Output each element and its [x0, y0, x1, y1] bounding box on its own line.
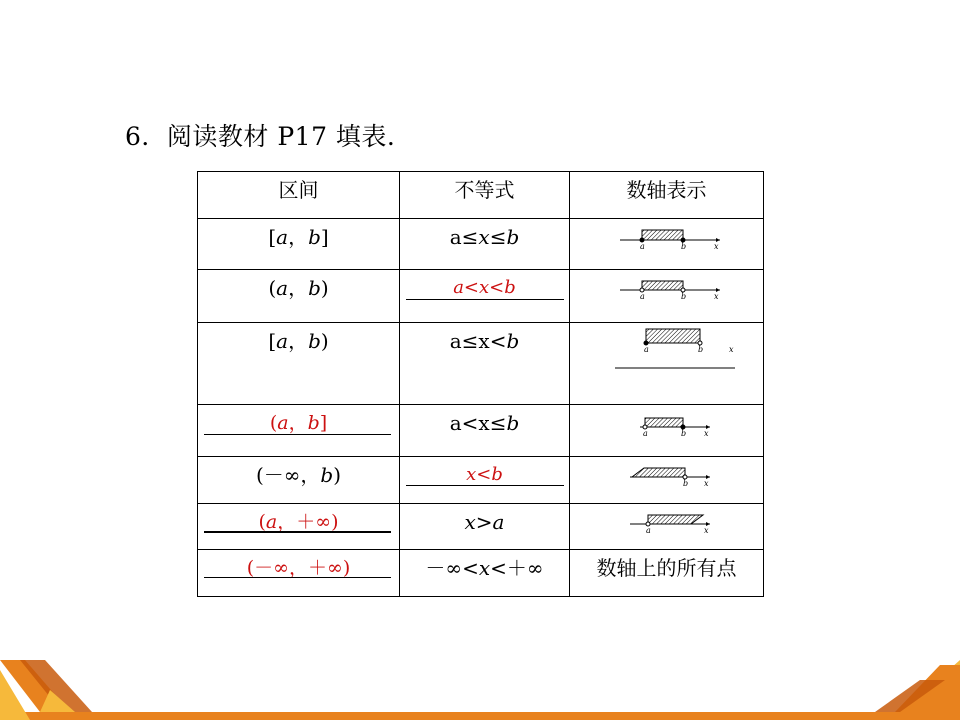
- interval-table: [197, 171, 764, 597]
- math-token: x: [478, 329, 490, 353]
- number-line-diagram: [570, 323, 763, 403]
- interval-cell: [198, 457, 400, 504]
- label-x: x: [714, 242, 719, 251]
- math-token: b: [506, 225, 520, 249]
- inequality-cell: [400, 405, 570, 457]
- inequality-cell: [400, 323, 570, 405]
- inequality-cell: [400, 504, 570, 550]
- shaded-region: [645, 418, 683, 427]
- math-token: <: [461, 411, 479, 435]
- label-b: b: [681, 242, 687, 251]
- math-token: ): [342, 557, 351, 579]
- math-token: [: [268, 225, 277, 249]
- number-line-cell: [570, 504, 764, 550]
- label-a: a: [643, 429, 648, 438]
- interval-text: [198, 504, 399, 533]
- inequality-text: [400, 504, 569, 533]
- table-header-row: [198, 172, 764, 219]
- math-token: a: [276, 329, 289, 353]
- deco-bottom-bar: [0, 712, 960, 720]
- math-token: b: [308, 276, 321, 300]
- inequality-text: [400, 323, 569, 352]
- math-token: ，: [288, 225, 309, 249]
- table-row: [198, 405, 764, 457]
- label-a: a: [640, 242, 645, 251]
- math-token: (: [269, 412, 278, 434]
- interval-text: [198, 219, 399, 248]
- math-token: ，: [288, 276, 309, 300]
- math-token: －∞: [425, 556, 463, 580]
- table-row: [198, 457, 764, 504]
- math-token: ≤: [461, 329, 479, 353]
- number-line-cell: [570, 405, 764, 457]
- label-b: b: [698, 345, 704, 354]
- table-row: [198, 550, 764, 597]
- math-token: x: [478, 556, 491, 580]
- label-a: a: [640, 292, 645, 301]
- label-x: x: [729, 345, 734, 354]
- math-token: (: [258, 511, 266, 533]
- label-x: x: [704, 526, 709, 535]
- math-token: [: [268, 329, 277, 353]
- math-token: b: [491, 464, 503, 485]
- inequality-text: [400, 457, 569, 486]
- answer-blank-line: [406, 299, 564, 300]
- math-token: a: [492, 510, 505, 534]
- math-token: b: [308, 225, 321, 249]
- math-token: b: [307, 412, 320, 434]
- math-token: ，: [288, 557, 308, 579]
- math-token: ): [320, 329, 329, 353]
- number-line-cell: [570, 323, 764, 405]
- math-token: a: [449, 411, 462, 435]
- math-token: a: [453, 277, 464, 298]
- table-row: [198, 219, 764, 270]
- label-x: x: [714, 292, 719, 301]
- math-token: ): [320, 276, 329, 300]
- math-token: a: [276, 225, 289, 249]
- label-b: b: [683, 479, 689, 488]
- math-token: <: [489, 329, 507, 353]
- math-token: a: [277, 412, 289, 434]
- label-a: a: [644, 345, 649, 354]
- answer-blank-line: [204, 434, 391, 435]
- header-number-line: 数轴表示: [570, 172, 764, 219]
- math-token: ，: [288, 329, 309, 353]
- label-b: b: [681, 429, 687, 438]
- inequality-text: [400, 550, 569, 579]
- label-b: b: [681, 292, 687, 301]
- math-token: x: [466, 464, 477, 485]
- math-token: －∞: [263, 463, 301, 487]
- math-token: b: [506, 411, 520, 435]
- inequality-cell: [400, 270, 570, 323]
- math-token: b: [504, 277, 516, 298]
- label-a: a: [646, 526, 651, 535]
- inequality-cell: [400, 219, 570, 270]
- inequality-text: [400, 405, 569, 434]
- math-token: ，: [288, 412, 308, 434]
- interval-text: [198, 405, 399, 434]
- math-token: ＋∞: [296, 511, 332, 533]
- answer-blank-line: [204, 577, 391, 578]
- table-row: [198, 270, 764, 323]
- math-token: ≤: [489, 225, 507, 249]
- inequality-text: [400, 270, 569, 299]
- math-token: <: [463, 277, 480, 298]
- math-token: ): [333, 463, 342, 487]
- math-token: >: [475, 510, 493, 534]
- header-interval: 区间: [198, 172, 400, 219]
- math-token: x: [478, 225, 490, 249]
- math-token: b: [308, 329, 321, 353]
- number-line-cell: [570, 457, 764, 504]
- math-token: ＋∞: [308, 557, 343, 579]
- math-token: (: [255, 463, 264, 487]
- interval-text: [198, 457, 399, 486]
- math-token: ，: [300, 463, 321, 487]
- number-line-cell: [570, 270, 764, 323]
- label-x: x: [704, 479, 709, 488]
- math-token: ，: [277, 511, 297, 533]
- math-token: b: [320, 463, 334, 487]
- math-token: ): [331, 511, 339, 533]
- table-row: [198, 323, 764, 405]
- inequality-cell: [400, 457, 570, 504]
- shaded-region: [632, 468, 685, 477]
- interval-cell: [198, 550, 400, 597]
- shaded-region: [646, 329, 700, 343]
- number-line-cell: [570, 550, 764, 597]
- math-token: a: [265, 511, 278, 533]
- number-line-cell: [570, 219, 764, 270]
- math-token: (: [268, 276, 277, 300]
- answer-blank-line: [406, 485, 564, 486]
- math-token: ]: [320, 225, 329, 249]
- interval-cell: [198, 405, 400, 457]
- inequality-text: [400, 219, 569, 248]
- label-x: x: [704, 429, 709, 438]
- math-token: a: [449, 225, 462, 249]
- math-token: x: [464, 510, 476, 534]
- math-token: －∞: [254, 557, 289, 579]
- number-line-text: 数轴上的所有点: [596, 556, 737, 580]
- math-token: b: [506, 329, 520, 353]
- table-row: [198, 504, 764, 550]
- math-token: x: [479, 277, 490, 298]
- answer-blank-line: [204, 531, 391, 533]
- math-token: x: [478, 411, 490, 435]
- inequality-cell: [400, 550, 570, 597]
- math-token: ＋∞: [506, 556, 544, 580]
- interval-text: [198, 550, 399, 579]
- shaded-region: [642, 230, 683, 240]
- math-token: <: [476, 464, 492, 485]
- shaded-region: [642, 281, 683, 290]
- page-title: 6．阅读教材 P17 填表.: [125, 122, 396, 151]
- interval-text: [198, 270, 399, 299]
- math-token: ≤: [489, 411, 507, 435]
- math-token: a: [449, 329, 462, 353]
- math-token: <: [489, 277, 505, 298]
- math-token: ≤: [461, 225, 479, 249]
- slide-decoration: [0, 660, 960, 720]
- interval-cell: [198, 323, 400, 405]
- math-token: a: [276, 276, 289, 300]
- interval-cell: [198, 270, 400, 323]
- math-token: (: [246, 557, 255, 579]
- math-token: ]: [319, 412, 328, 434]
- interval-cell: [198, 219, 400, 270]
- interval-text: [198, 323, 399, 352]
- interval-cell: [198, 504, 400, 550]
- header-inequality: 不等式: [400, 172, 570, 219]
- math-token: <: [490, 556, 507, 580]
- math-token: <: [462, 556, 479, 580]
- shaded-region: [648, 515, 703, 524]
